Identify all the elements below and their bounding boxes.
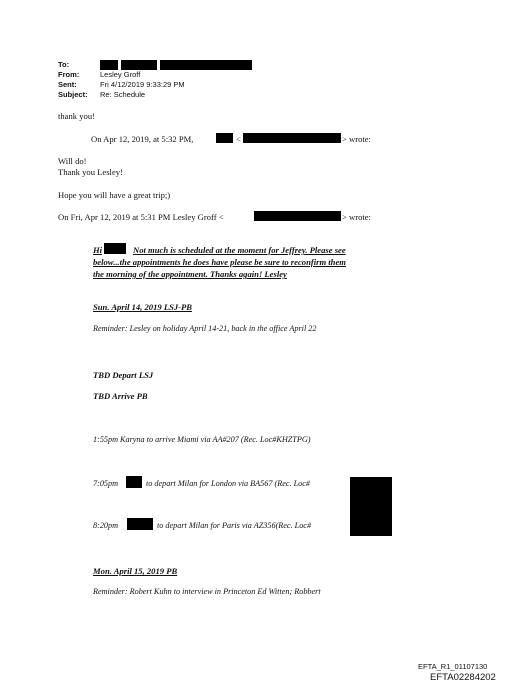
redaction-block: [127, 518, 153, 530]
reply-text: Hope you will have a great trip;): [58, 190, 171, 200]
message-line: the morning of the appointment. Thanks again! Lesley: [93, 269, 287, 279]
message-hi: Hi: [93, 245, 103, 255]
schedule-item: to depart Milan for London via BA567 (Rec. Loc#: [146, 479, 310, 488]
reply-text: thank you!: [58, 111, 95, 121]
bates-number: EFTA02284202: [430, 672, 496, 683]
bates-number: EFTA_R1_01107130: [418, 662, 488, 671]
schedule-item: 1:55pm Karyna to arrive Miami via AA#207 (Rec. Loc#KHZTPG): [93, 435, 311, 444]
quote-header-1-suffix: > wrote:: [342, 134, 371, 144]
message-line: Not much is scheduled at the moment for Jeffrey. Please see: [133, 245, 346, 255]
schedule-item: TBD Arrive PB: [93, 391, 148, 401]
from-label: From:: [58, 70, 80, 79]
sent-value: Fri 4/12/2019 9:33:29 PM: [100, 80, 185, 89]
redaction-block: [243, 133, 341, 143]
reminder-text: Reminder: Lesley on holiday April 14-21, back in the office April 22: [93, 324, 317, 333]
subject-value: Re: Schedule: [100, 90, 146, 99]
redaction-block: [160, 60, 252, 70]
redaction-block: [104, 243, 126, 254]
day-heading: Mon. April 15, 2019 PB: [93, 566, 178, 576]
subject-label: Subject:: [58, 90, 88, 99]
redaction-block: [216, 133, 233, 143]
reply-text: Will do!: [58, 156, 87, 166]
schedule-item: to depart Milan for Paris via AZ356(Rec. Loc#: [157, 521, 312, 530]
redaction-block: [121, 60, 157, 70]
reminder-text: Reminder: Robert Kuhn to interview in Princeton Ed Witten; Robbert: [93, 587, 321, 596]
reply-text: Thank you Lesley!: [58, 167, 123, 177]
schedule-time: 7:05pm: [93, 479, 119, 488]
quote-header-2: On Fri, Apr 12, 2019 at 5:31 PM Lesley Groff <: [58, 212, 224, 222]
quote-header-2-suffix: > wrote:: [342, 212, 371, 222]
redaction-block: [100, 60, 118, 70]
redaction-block: [350, 477, 392, 536]
redaction-block: [254, 211, 341, 221]
sent-label: Sent:: [58, 80, 77, 89]
from-value: Lesley Groff: [100, 70, 141, 79]
day-heading: Sun. April 14, 2019 LSJ-PB: [93, 302, 193, 312]
quote-header-1: On Apr 12, 2019, at 5:32 PM,: [91, 134, 194, 144]
schedule-time: 8:20pm: [93, 521, 119, 530]
quote-header-1-lt: <: [236, 134, 241, 144]
schedule-item: TBD Depart LSJ: [93, 370, 154, 380]
to-label: To:: [58, 60, 70, 69]
message-line: below...the appointments he does have please be sure to reconfirm them: [93, 257, 346, 267]
redaction-block: [126, 476, 142, 488]
